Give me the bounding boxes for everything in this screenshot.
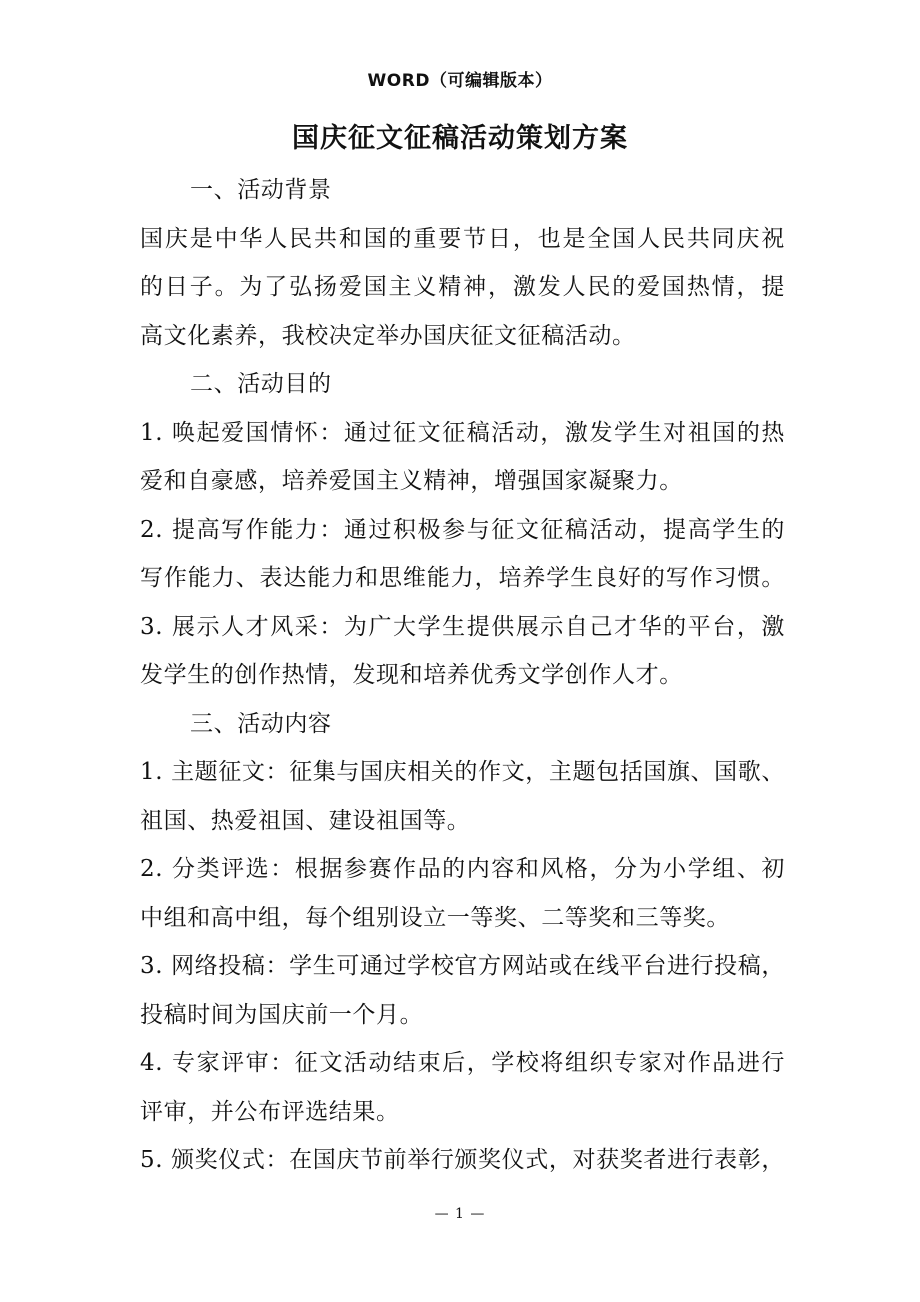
section-heading: 三、活动内容: [190, 710, 332, 737]
paragraph-line: 爱和自豪感，培养爱国主义精神，增强国家凝聚力。: [140, 468, 683, 494]
section-heading: 二、活动目的: [190, 371, 332, 397]
paragraph-line: 投稿时间为国庆前一个月。: [140, 1001, 424, 1028]
paragraph-line: 3. 网络投稿：学生可通过学校官方网站或在线平台进行投稿，: [140, 953, 785, 979]
paragraph-line: 1. 主题征文：征集与国庆相关的作文，主题包括国旗、国歌、: [140, 759, 785, 785]
paragraph-line: 1. 唤起爱国情怀：通过征文征稿活动，激发学生对祖国的热: [140, 419, 785, 446]
paragraph-line: 4. 专家评审：征文活动结束后，学校将组织专家对作品进行: [140, 1050, 785, 1076]
paragraph-line: 高文化素养，我校决定举办国庆征文征稿活动。: [140, 322, 636, 349]
page-number: — 1 —: [434, 1206, 486, 1222]
document-title: 国庆征文征稿活动策划方案: [292, 123, 628, 154]
document-header-label: WORD（可编辑版本）: [367, 71, 553, 91]
document-body: [140, 166, 785, 1185]
section-heading: 一、活动背景: [190, 177, 332, 203]
paragraph-line: 写作能力、表达能力和思维能力，培养学生良好的写作习惯。: [140, 565, 785, 591]
paragraph-line: 3. 展示人才风采：为广大学生提供展示自己才华的平台，激: [140, 613, 785, 640]
paragraph-line: 的日子。为了弘扬爱国主义精神，激发人民的爱国热情，提: [140, 274, 785, 300]
paragraph-line: 祖国、热爱祖国、建设祖国等。: [140, 807, 471, 834]
paragraph-line: 2. 分类评选：根据参赛作品的内容和风格，分为小学组、初: [140, 856, 785, 882]
paragraph-line: 2. 提高写作能力：通过积极参与征文征稿活动，提高学生的: [140, 516, 785, 543]
paragraph-line: 发学生的创作热情，发现和培养优秀文学创作人才。: [140, 662, 683, 688]
paragraph-line: 国庆是中华人民共和国的重要节日，也是全国人民共同庆祝: [140, 225, 785, 252]
paragraph-line: 评审，并公布评选结果。: [140, 1098, 400, 1125]
paragraph-line: 中组和高中组，每个组别设立一等奖、二等奖和三等奖。: [140, 904, 730, 931]
paragraph-line: 5. 颁奖仪式：在国庆节前举行颁奖仪式，对获奖者进行表彰，: [140, 1147, 785, 1173]
